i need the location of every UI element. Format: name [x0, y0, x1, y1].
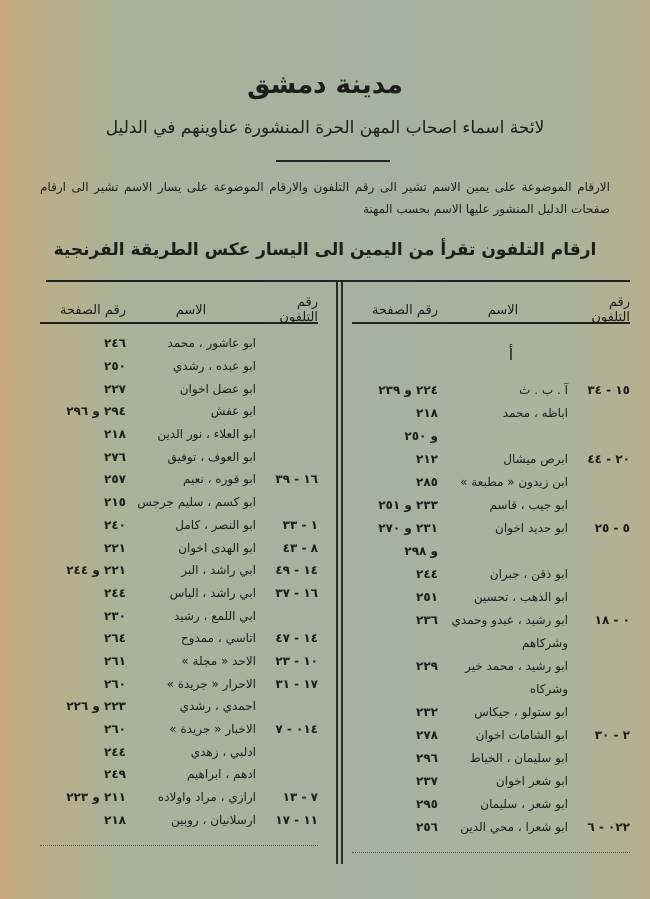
- entry-name: ابن زيدون « مطبعة »: [460, 474, 568, 489]
- table-row: [352, 424, 630, 447]
- header-phone: رقم التلفون: [591, 295, 630, 325]
- page-number: ٢٤٤: [104, 585, 126, 600]
- phone-number: ٠١٤ - ٧: [275, 722, 318, 737]
- table-row: [352, 654, 630, 677]
- page-number: ٢٥١: [416, 589, 438, 604]
- table-row: [352, 769, 630, 792]
- column-header: [40, 295, 318, 325]
- table-row: [40, 445, 318, 468]
- table-row: [352, 723, 630, 746]
- table-row: [352, 493, 630, 516]
- page-number: ٢٣٠: [104, 608, 126, 623]
- entry-name: ابو عبده ، رشدي: [172, 359, 256, 374]
- page-number: ٢٦٠: [104, 676, 126, 691]
- page-number: ٢٢٩: [416, 658, 438, 673]
- table-row: [352, 470, 630, 493]
- page-number: ٢٤٦: [104, 336, 126, 351]
- table-row: [40, 627, 318, 650]
- entry-name: ابو الشامات اخوان: [475, 727, 568, 742]
- entry-name: الاحد « مجلة »: [181, 653, 256, 668]
- table-row: [40, 559, 318, 582]
- page-number: ٢١٥: [104, 495, 126, 510]
- table-row: [40, 786, 318, 809]
- page-number: ٢٣١ و ٢٧٠: [378, 520, 438, 535]
- page-number: ٢٢١ و ٢٤٤: [66, 563, 126, 578]
- page-number: ٢٢٧: [104, 381, 126, 396]
- table-row: [40, 491, 318, 514]
- table-row: [40, 536, 318, 559]
- table-row: [40, 808, 318, 831]
- page-number: ٢٢٣ و ٢٢٦: [66, 699, 126, 714]
- entry-name: ابو عفش: [210, 404, 256, 419]
- left-column: [40, 295, 318, 846]
- table-row: [352, 631, 630, 654]
- page-number: ٢٩٦: [416, 750, 438, 765]
- entry-name: الاخبار « جريدة »: [169, 722, 256, 737]
- entry-name: ابي راشد ، الياس: [169, 585, 256, 600]
- table-row: [40, 355, 318, 378]
- phone-number: ١ - ٣٣: [282, 517, 318, 532]
- table-row: [40, 740, 318, 763]
- column-divider: [336, 282, 338, 864]
- entry-name: ابي اللمع ، رشيد: [173, 608, 256, 623]
- entry-list: [40, 332, 318, 831]
- entry-name: ابو رشيد ، محمد خير: [465, 658, 568, 673]
- entry-name: ابو عضل اخوان: [179, 381, 256, 396]
- column-header: [352, 295, 630, 325]
- entry-name: آ . ب . ث: [519, 382, 568, 397]
- table-row: [352, 585, 630, 608]
- entry-name: ابو سليمان ، الخياط: [469, 750, 568, 765]
- page-number: ٢٩٥: [416, 796, 438, 811]
- entry-name: ابو العوف ، توفيق: [167, 449, 256, 464]
- entry-name: اتاسي ، ممدوح: [180, 631, 256, 646]
- entry-name: ارازي ، مراد واولاده: [157, 790, 256, 805]
- table-row: [352, 539, 630, 562]
- entry-name: ابو شعر اخوان: [495, 773, 568, 788]
- page-number: ٢٣٢: [416, 704, 438, 719]
- table-row: [352, 608, 630, 631]
- entry-name: الاحرار « جريدة »: [166, 676, 256, 691]
- section-heading: ارقام التلفون تقرأ من اليمين الى اليسار عكس الطريقة الفرنجية: [53, 240, 597, 260]
- entry-name: ابو رشيد ، عبدو وحمدي: [451, 612, 568, 627]
- header-page: رقم الصفحة: [59, 302, 126, 318]
- table-row: [352, 447, 630, 470]
- table-row: [352, 700, 630, 723]
- page-number: ٢٤٤: [104, 744, 126, 759]
- header-name: الاسم: [175, 302, 207, 318]
- entry-name: احمدي ، رشدي: [179, 699, 256, 714]
- table-row: [352, 792, 630, 815]
- header-phone: رقم التلفون: [279, 295, 318, 325]
- entry-name: ابو الهدى اخوان: [178, 540, 256, 555]
- page-number: ٢٤٩: [104, 767, 126, 782]
- entry-name: ابو شعر ، سليمان: [480, 796, 568, 811]
- page-number: ٢٩٤ و ٢٩٦: [66, 404, 126, 419]
- divider: [276, 160, 390, 162]
- entry-list: [352, 378, 630, 838]
- page-number: ٢٢٤ و ٢٣٩: [378, 382, 438, 397]
- entry-name: ابو العلاء ، نور الدين: [157, 427, 256, 442]
- page-number: ٢١٨: [104, 427, 126, 442]
- table-row: [352, 677, 630, 700]
- entry-name: اباظه ، محمد: [502, 405, 568, 420]
- page-number: ٢٥٠: [104, 359, 126, 374]
- phone-number: ١٤ - ٤٧: [275, 631, 318, 646]
- phone-number: ١١ - ١٧: [275, 812, 318, 827]
- page-number: ٢١٨: [416, 405, 438, 420]
- table-row: [352, 401, 630, 424]
- entry-name: ارسلانيان ، روبين: [171, 812, 256, 827]
- right-column: [352, 295, 630, 853]
- page-subtitle: لائحة اسماء اصحاب المهن الحرة المنشورة عناوينهم في الدليل: [105, 118, 545, 138]
- table-row: [40, 514, 318, 537]
- entry-name: ابو الذهب ، تحسين: [473, 589, 568, 604]
- entry-name: ادلبي ، زهدي: [190, 744, 256, 759]
- table-row: [40, 468, 318, 491]
- phone-number: ٢ - ٣٠: [594, 727, 630, 742]
- entry-name: ابي راشد ، البر: [181, 563, 256, 578]
- table-row: [352, 746, 630, 769]
- page-title: مدينة دمشق: [247, 70, 403, 100]
- phone-number: ١٧ - ٣١: [275, 676, 318, 691]
- table-row: [40, 377, 318, 400]
- explanatory-note: الارقام الموضوعة على يمين الاسم تشير الى رقم التلفون والارقام الموضوعة على يسار الاسم تشير الى ارقام صفحات الدليل المنشور عليها الاسم بحسب المهنة: [40, 180, 610, 216]
- table-row: [40, 718, 318, 741]
- page-number: ٢٣٦: [416, 612, 438, 627]
- table-row: [40, 695, 318, 718]
- entry-name: ابو جيب ، قاسم: [489, 497, 568, 512]
- entry-name: ابو عاشور ، محمد: [167, 336, 256, 351]
- page-number: ٢٦٠: [104, 722, 126, 737]
- page-number: و ٢٩٨: [404, 543, 438, 558]
- phone-number: ٨ - ٤٣: [282, 540, 318, 555]
- page-number: ٢٥٧: [104, 472, 126, 487]
- entry-name: ابو شعرا ، محي الدين: [460, 819, 568, 834]
- page-number: ٢٦١: [104, 653, 126, 668]
- page-number: ٢٦٤: [104, 631, 126, 646]
- page-number: ٢١٢: [416, 451, 438, 466]
- phone-number: ٥ - ٢٥: [594, 520, 630, 535]
- phone-number: ١٥ - ٣٤: [587, 382, 630, 397]
- phone-number: ٠٢٢ - ٦: [587, 819, 630, 834]
- table-row: [40, 650, 318, 673]
- entry-name: ادهم ، ابراهيم: [186, 767, 256, 782]
- entry-name: ابو النصر ، كامل: [175, 517, 256, 532]
- entry-name: ابو كسم ، سليم جرجس: [137, 495, 256, 510]
- header-name: الاسم: [487, 302, 519, 318]
- table-row: [352, 562, 630, 585]
- page-number: ٢٢١: [104, 540, 126, 555]
- phone-number: ١٦ - ٣٧: [275, 585, 318, 600]
- table-row: [40, 400, 318, 423]
- dotted-rule: [352, 852, 630, 853]
- phone-number: ١٦ - ٣٩: [275, 472, 318, 487]
- page-number: ٢٧٦: [104, 449, 126, 464]
- table-row: [40, 763, 318, 786]
- page-number: ٢٥٦: [416, 819, 438, 834]
- entry-name: ابرص ميشال: [503, 451, 568, 466]
- header-page: رقم الصفحة: [371, 302, 438, 318]
- table-row: [40, 582, 318, 605]
- entry-name: ابو ذقن ، جبران: [489, 566, 568, 581]
- phone-number: ١٤ - ٤٩: [275, 563, 318, 578]
- page-number: ٢٤٠: [104, 517, 126, 532]
- page-number: ٢٣٧: [416, 773, 438, 788]
- table-row: [352, 378, 630, 401]
- entry-name: وشركاه: [529, 681, 568, 696]
- page-number: ٢١٨: [104, 812, 126, 827]
- page-number: ٢١١ و ٢٢٣: [66, 790, 126, 805]
- table-row: [40, 332, 318, 355]
- table-row: [40, 423, 318, 446]
- phone-number: ٢٠ - ٤٤: [587, 451, 630, 466]
- table-row: [40, 604, 318, 627]
- page-number: ٢٧٨: [416, 727, 438, 742]
- column-divider: [341, 282, 343, 864]
- page-number: ٢٨٥: [416, 474, 438, 489]
- page-number: ٢٣٣ و ٢٥١: [378, 497, 438, 512]
- table-row: [352, 815, 630, 838]
- section-letter: أ: [508, 345, 514, 364]
- entry-name: ابو ستولو ، جيكاس: [474, 704, 568, 719]
- page-number: و ٢٥٠: [404, 428, 438, 443]
- entry-name: وشركاهم: [521, 635, 568, 650]
- dotted-rule: [40, 845, 318, 846]
- phone-number: ٠ - ١٨: [594, 612, 630, 627]
- table-row: [352, 516, 630, 539]
- phone-number: ١٠ - ٢٣: [275, 653, 318, 668]
- page-number: ٢٤٤: [416, 566, 438, 581]
- table-top-rule: [46, 280, 630, 282]
- table-row: [40, 672, 318, 695]
- entry-name: ابو قوره ، نعيم: [183, 472, 256, 487]
- entry-name: ابو حديد اخوان: [495, 520, 568, 535]
- phone-number: ٧ - ١٣: [282, 790, 318, 805]
